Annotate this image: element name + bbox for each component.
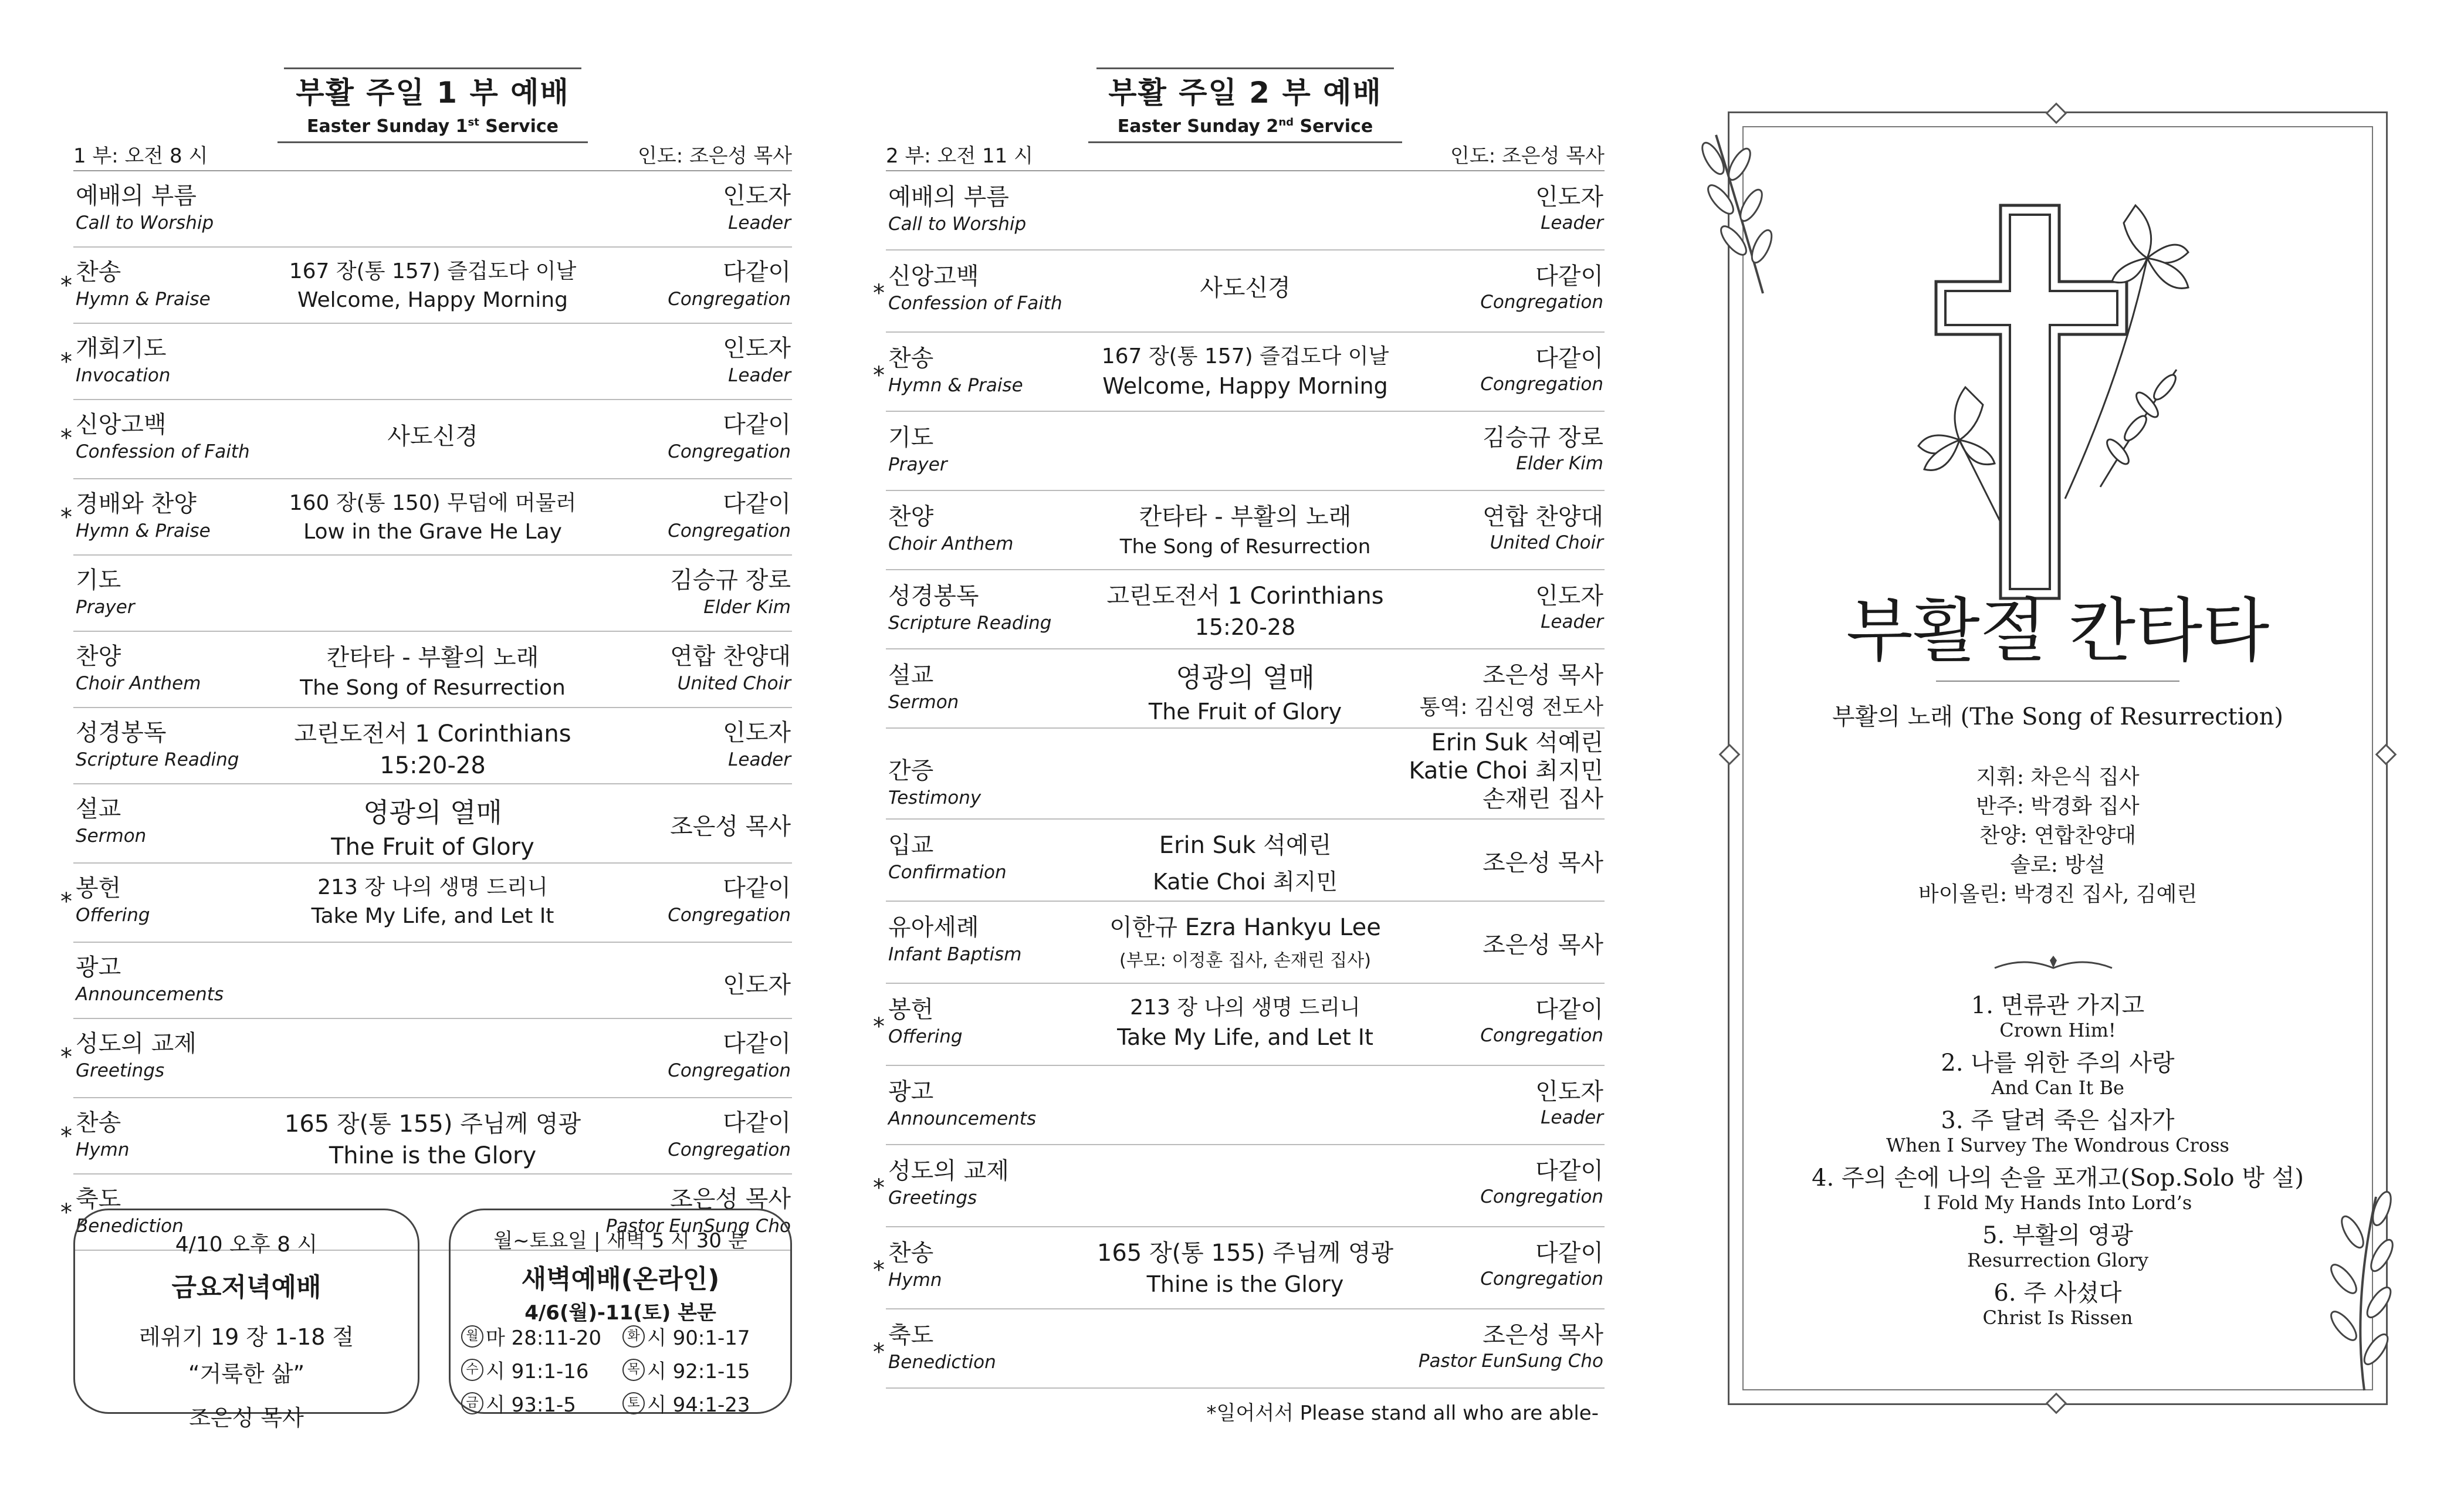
order-item-korean: 찬송: [76, 259, 121, 286]
order-item-row: [73, 632, 792, 708]
order-item-korean: 예배의 부름: [888, 184, 1009, 211]
order-item-english: Choir Anthem: [888, 533, 1014, 554]
friday-service-box: [73, 1209, 419, 1431]
service1-column: [60, 65, 792, 1431]
dawn-readings: [461, 1322, 784, 1417]
order-item-english: Invocation: [76, 365, 171, 386]
credit-line: 반주: 박경화 집사: [1976, 794, 2140, 818]
order-item-leader: 다같이: [723, 259, 791, 286]
song-title-english: Resurrection Glory: [1967, 1249, 2149, 1271]
order-item-detail-line1: 칸타타 - 부활의 노래: [1139, 503, 1352, 530]
dawn-time: 월~토요일 | 새벽 5 시 30 분: [493, 1229, 747, 1253]
order-item-leader-english: United Choir: [677, 673, 791, 694]
order-item-row: [60, 479, 792, 556]
song-title-korean: 1. 면류관 가지고: [1971, 992, 2145, 1019]
song-item: [1728, 1279, 2388, 1328]
reading-item: [461, 1389, 622, 1417]
order-item-english: Prayer: [76, 597, 135, 618]
order-item-korean: 광고: [888, 1078, 934, 1105]
order-item-row: [886, 491, 1605, 570]
order-item-row: [873, 1145, 1605, 1227]
order-item-korean: 신앙고백: [888, 263, 979, 290]
order-item-leader-english: Congregation: [668, 1139, 791, 1160]
order-item-leader-english: Congregation: [668, 905, 791, 926]
order-item-detail-line1: 사도신경: [1200, 275, 1291, 302]
service2-title: 부활 주일 2 부 예배: [1096, 67, 1394, 111]
friday-topic: “거룩한 삶”: [188, 1361, 305, 1387]
song-title-korean: 4. 주의 손에 나의 손을 포개고(Sop.Solo 방 설): [1812, 1165, 2304, 1192]
reading-item: [622, 1322, 784, 1351]
required-stand-marker: *: [873, 280, 885, 307]
order-item-detail-line1: 213 장 나의 생명 드리니: [317, 875, 548, 899]
order-item-row: [60, 864, 792, 943]
order-item-leader-english: Congregation: [668, 441, 791, 462]
order-item-leader: 다같이: [1535, 263, 1603, 290]
reading-text: 시 90:1-17: [647, 1326, 750, 1350]
order-item-row: [886, 902, 1605, 984]
reading-text: 시 93:1-5: [486, 1393, 576, 1417]
order-item-detail: [267, 486, 598, 544]
order-item-english: Hymn & Praise: [76, 520, 211, 541]
order-item-row: [873, 984, 1605, 1066]
diamond-ornament-icon: [2046, 1393, 2067, 1414]
order-item-leader-english: Pastor EunSung Cho: [1418, 1351, 1603, 1372]
order-item-detail-line1: 고린도전서 1 Corinthians: [1106, 583, 1384, 610]
order-item-leader: 다같이: [723, 1030, 791, 1057]
service1-order-list: [60, 170, 792, 1251]
cantata-subtitle: 부활의 노래 (The Song of Resurrection): [1832, 703, 2283, 730]
required-stand-marker: *: [60, 272, 72, 299]
order-item-leader-english: Congregation: [1480, 1025, 1603, 1046]
order-item-korean: 유아세례: [888, 914, 979, 941]
order-item-detail-line1: 칸타타 - 부활의 노래: [326, 644, 539, 671]
order-item-korean: 찬양: [888, 503, 934, 530]
required-stand-marker: *: [60, 888, 72, 915]
order-item-leader-english: Elder Kim: [703, 597, 791, 618]
required-stand-marker: *: [60, 1044, 72, 1071]
dawn-title: 새벽예배(온라인): [521, 1264, 720, 1294]
required-stand-marker: *: [873, 1339, 885, 1366]
order-item-leader-english: Congregation: [668, 289, 791, 310]
order-item-detail-line1: 영광의 열매: [1176, 662, 1315, 693]
reading-text: 마 28:11-20: [486, 1326, 602, 1350]
diamond-ornament-icon: [1719, 744, 1741, 766]
cantata-credits: [1728, 763, 2388, 909]
order-item-korean: 성도의 교제: [888, 1157, 1009, 1184]
order-item-leader: 다같이: [723, 490, 791, 517]
day-badge-icon: 목: [622, 1359, 645, 1381]
order-item-detail-line2: 15:20-28: [1194, 614, 1296, 640]
order-item-english: Offering: [76, 905, 150, 926]
order-item-leader: Katie Choi 최지민: [1409, 757, 1603, 784]
required-stand-marker: *: [60, 1199, 72, 1226]
order-item-detail-line1: 167 장(통 157) 즐겁도다 이날: [1101, 344, 1389, 368]
order-item-korean: 축도: [888, 1322, 934, 1349]
order-item-english: Scripture Reading: [888, 612, 1052, 634]
order-item-row: [886, 729, 1605, 820]
required-stand-marker: *: [60, 425, 72, 452]
dawn-range: 4/6(월)-11(토) 본문: [524, 1301, 716, 1325]
order-item-row: [873, 251, 1605, 333]
order-item-detail-line1: 영광의 열매: [363, 797, 502, 828]
service1-time: 1 부: 오전 8 시: [73, 144, 208, 168]
order-item-detail-line1: 사도신경: [387, 423, 478, 450]
song-item: [1728, 1049, 2388, 1098]
order-item-english: Hymn & Praise: [76, 289, 211, 310]
order-item-leader: 연합 찬양대: [1483, 503, 1603, 530]
order-item-leader: 조은성 목사: [1483, 662, 1603, 689]
order-item-detail: [1079, 340, 1411, 399]
song-title-korean: 5. 부활의 영광: [1982, 1222, 2133, 1249]
order-item-row: [60, 248, 792, 324]
order-item-row: [60, 1019, 792, 1098]
order-item-korean: 축도: [76, 1186, 121, 1213]
order-item-korean: 성도의 교제: [76, 1030, 197, 1057]
order-item-english: Confirmation: [888, 862, 1007, 883]
order-item-korean: 광고: [76, 954, 121, 981]
order-item-row: [886, 570, 1605, 649]
order-item-leader: 다같이: [1535, 996, 1603, 1023]
required-stand-marker: *: [873, 1013, 885, 1040]
order-item-english: Benediction: [888, 1352, 996, 1373]
order-item-row: [886, 820, 1605, 902]
order-item-korean: 예배의 부름: [76, 182, 197, 209]
order-item-leader: 다같이: [723, 875, 791, 902]
order-item-korean: 설교: [888, 662, 934, 689]
service2-leader: 인도: 조은성 목사: [1450, 144, 1605, 168]
order-item-detail: [267, 1105, 598, 1169]
order-item-leader-english: Leader: [1541, 611, 1603, 632]
order-item-row: [873, 1227, 1605, 1309]
order-item-row: [73, 784, 792, 864]
order-item-detail: [267, 639, 598, 700]
order-item-detail-line2: 15:20-28: [380, 752, 486, 779]
order-item-korean: 경배와 찬양: [76, 490, 197, 517]
order-item-korean: 찬송: [76, 1109, 121, 1136]
credit-line: 솔로: 방설: [2010, 853, 2106, 877]
order-item-row: [873, 1309, 1605, 1389]
order-item-english: Scripture Reading: [76, 749, 239, 770]
stand-footnote: *일어서서 Please stand all who are able-: [1206, 1402, 1599, 1425]
order-item-detail: [1079, 827, 1411, 896]
order-item-detail-line2: (부모: 이정훈 집사, 손재린 집사): [1119, 950, 1371, 971]
order-item-leader: 다같이: [723, 1109, 791, 1136]
order-item-leader: 조은성 목사: [670, 1186, 791, 1213]
service2-time: 2 부: 오전 11 시: [886, 144, 1033, 168]
order-item-english: Call to Worship: [76, 212, 214, 233]
order-item-detail: [1079, 577, 1411, 640]
song-title-english: When I Survey The Wondrous Cross: [1886, 1134, 2229, 1156]
order-item-leader-english: Congregation: [1480, 1186, 1603, 1207]
song-title-english: Christ Is Rissen: [1982, 1307, 2133, 1329]
cantata-song-list: [1728, 991, 2388, 1336]
reading-item: [461, 1355, 622, 1384]
title-divider: [1936, 681, 2179, 682]
order-item-detail-line2: Welcome, Happy Morning: [1102, 373, 1388, 399]
order-item-korean: 봉헌: [888, 996, 934, 1023]
order-item-leader: 김승규 장로: [1483, 424, 1603, 451]
order-item-english: Greetings: [888, 1187, 977, 1209]
day-badge-icon: 화: [622, 1325, 645, 1348]
reading-item: [461, 1322, 622, 1351]
order-item-korean: 성경봉독: [888, 583, 979, 610]
order-item-detail: [1079, 991, 1411, 1050]
order-item-detail: [1079, 269, 1411, 306]
order-item-english: Confession of Faith: [76, 441, 250, 462]
order-item-row: [60, 400, 792, 479]
order-item-detail: [267, 871, 598, 928]
order-item-leader-english: 통역: 김신영 전도사: [1419, 695, 1603, 719]
order-item-row: [886, 649, 1605, 729]
order-item-leader: 인도자: [723, 972, 791, 999]
order-item-leader: 다같이: [1535, 345, 1603, 372]
order-item-leader-english: Congregation: [1480, 374, 1603, 395]
order-item-leader: 김승규 장로: [670, 567, 791, 594]
friday-time: 4/10 오후 8 시: [175, 1233, 318, 1257]
reading-text: 시 92:1-15: [647, 1360, 750, 1383]
song-item: [1728, 1106, 2388, 1156]
reading-text: 시 91:1-16: [486, 1360, 589, 1383]
service2-subtitle: Easter Sunday 2nd Service: [1088, 116, 1402, 143]
order-item-leader: 다같이: [723, 411, 791, 438]
order-item-detail-line2: Thine is the Glory: [329, 1142, 537, 1169]
order-item-row: [60, 1098, 792, 1175]
order-item-english: Hymn & Praise: [888, 375, 1023, 396]
order-item-english: Offering: [888, 1026, 963, 1047]
order-item-leader-english: Congregation: [668, 1060, 791, 1081]
order-item-leader: 인도자: [723, 719, 791, 746]
order-item-detail-line1: 167 장(통 157) 즐겁도다 이날: [289, 259, 577, 283]
day-badge-icon: 금: [461, 1392, 483, 1414]
order-item-korean: 간증: [888, 757, 934, 784]
song-title-english: Crown Him!: [1999, 1019, 2116, 1041]
order-item-korean: 개회기도: [76, 335, 167, 362]
order-item-detail-line2: The Fruit of Glory: [1148, 699, 1342, 725]
service2-column: [873, 65, 1605, 1426]
service1-header: [73, 65, 792, 170]
order-item-english: Announcements: [888, 1108, 1037, 1129]
credit-line: 지휘: 차은식 집사: [1976, 765, 2140, 789]
order-item-leader-english: Leader: [728, 749, 791, 770]
order-item-detail-line1: 고린도전서 1 Corinthians: [294, 720, 571, 747]
order-item-row: [886, 412, 1605, 491]
order-item-korean: 찬송: [888, 1240, 934, 1267]
order-item-leader-english: Congregation: [668, 520, 791, 541]
service1-title: 부활 주일 1 부 예배: [284, 67, 581, 111]
order-item-leader: 인도자: [1535, 583, 1603, 610]
order-item-detail: [267, 418, 598, 455]
dawn-service-box: [449, 1209, 792, 1417]
required-stand-marker: *: [873, 1257, 885, 1284]
order-item-row: [73, 943, 792, 1019]
order-item-english: Sermon: [888, 692, 959, 713]
song-item: [1728, 1164, 2388, 1213]
order-item-detail: [1079, 656, 1411, 725]
day-badge-icon: 토: [622, 1392, 645, 1414]
order-item-detail: [1079, 498, 1411, 559]
song-title-korean: 2. 나를 위한 주의 사랑: [1941, 1050, 2175, 1077]
order-item-korean: 봉헌: [76, 875, 121, 902]
order-item-english: Confession of Faith: [888, 293, 1062, 314]
order-item-row: [73, 708, 792, 784]
order-item-korean: 찬송: [888, 345, 934, 372]
order-item-row: [886, 171, 1605, 251]
song-title-english: I Fold My Hands Into Lord’s: [1923, 1192, 2192, 1214]
order-item-korean: 기도: [888, 424, 934, 451]
order-item-leader-english: Congregation: [1480, 292, 1603, 313]
order-item-leader: 인도자: [1535, 184, 1603, 211]
order-item-detail-line2: The Fruit of Glory: [331, 834, 534, 861]
reading-item: [622, 1389, 784, 1417]
order-item-english: Hymn: [888, 1270, 942, 1291]
song-item: [1728, 991, 2388, 1041]
order-item-leader-english: Elder Kim: [1516, 453, 1603, 474]
song-title-english: And Can It Be: [1991, 1077, 2124, 1099]
order-item-leader-english: United Choir: [1490, 532, 1603, 553]
order-item-row: [73, 171, 792, 248]
order-item-korean: 입교: [888, 832, 934, 859]
olive-branch-icon: [1698, 123, 1775, 299]
order-item-leader: 인도자: [1535, 1078, 1603, 1105]
order-item-detail: [267, 791, 598, 861]
order-item-leader: 조은성 목사: [1483, 849, 1603, 876]
order-item-english: Choir Anthem: [76, 673, 201, 694]
cantata-title: 부활절 칸타타: [1846, 590, 2270, 671]
order-item-row: [73, 556, 792, 632]
order-item-detail-line2: The Song of Resurrection: [300, 676, 566, 700]
friday-title: 금요저녁예배: [171, 1272, 321, 1302]
order-item-leader-english: Congregation: [1480, 1268, 1603, 1289]
order-item-english: Infant Baptism: [888, 944, 1022, 965]
order-item-leader-english: Leader: [728, 212, 791, 233]
order-item-leader: 조은성 목사: [1483, 1322, 1603, 1349]
day-badge-icon: 수: [461, 1359, 483, 1381]
order-item-detail-line2: Welcome, Happy Morning: [297, 288, 568, 312]
order-item-detail-line1: 165 장(통 155) 주님께 영광: [284, 1111, 581, 1138]
song-item: [1728, 1221, 2388, 1271]
order-item-leader-english: Pastor EunSung Cho: [605, 1216, 791, 1237]
required-stand-marker: *: [60, 1123, 72, 1150]
order-item-english: Hymn: [76, 1139, 130, 1160]
order-item-detail-line1: 165 장(통 155) 주님께 영광: [1096, 1240, 1394, 1267]
order-item-detail-line2: Thine is the Glory: [1146, 1271, 1344, 1297]
order-item-leader-english: Leader: [1541, 212, 1603, 233]
order-item-row: [60, 324, 792, 400]
order-item-english: Testimony: [888, 787, 981, 808]
order-item-detail-line1: Erin Suk 석예린: [1159, 832, 1332, 859]
required-stand-marker: *: [873, 362, 885, 389]
order-item-detail-line2: Take My Life, and Let It: [311, 904, 554, 928]
order-item-detail: [1079, 1234, 1411, 1297]
service2-header: [886, 65, 1605, 170]
order-item-detail: [267, 715, 598, 779]
required-stand-marker: *: [873, 1175, 885, 1201]
order-item-detail-line1: 이한규 Ezra Hankyu Lee: [1109, 914, 1381, 941]
order-item-korean: 성경봉독: [76, 719, 167, 746]
day-badge-icon: 월: [461, 1325, 483, 1348]
order-item-korean: 신앙고백: [76, 411, 167, 438]
required-stand-marker: *: [60, 348, 72, 375]
order-item-detail-line2: Katie Choi 최지민: [1152, 869, 1338, 895]
order-item-detail-line2: Take My Life, and Let It: [1117, 1024, 1373, 1050]
credit-line: 바이올린: 박경진 집사, 김예린: [1918, 882, 2198, 906]
friday-preacher: 조은성 목사: [189, 1405, 304, 1431]
order-item-detail-line1: 213 장 나의 생명 드리니: [1130, 996, 1360, 1020]
reading-text: 시 94:1-23: [647, 1393, 750, 1417]
order-item-leader: 조은성 목사: [1483, 932, 1603, 959]
order-item-detail-line2: The Song of Resurrection: [1119, 535, 1371, 559]
credit-line: 찬양: 연합찬양대: [1979, 824, 2136, 848]
order-item-leader: 인도자: [723, 182, 791, 209]
order-item-korean: 찬양: [76, 643, 121, 670]
order-item-english: Greetings: [76, 1060, 165, 1081]
order-item-english: Announcements: [76, 984, 224, 1005]
order-item-leader: 다같이: [1535, 1240, 1603, 1267]
diamond-ornament-icon: [2375, 744, 2397, 766]
order-item-leader: Erin Suk 석예린: [1431, 729, 1603, 756]
order-item-leader: 조은성 목사: [670, 813, 791, 840]
order-item-leader: 다같이: [1535, 1157, 1603, 1184]
order-item-english: Prayer: [888, 454, 947, 475]
song-title-korean: 6. 주 사셨다: [1993, 1280, 2122, 1307]
reading-item: [622, 1355, 784, 1384]
diamond-ornament-icon: [2046, 103, 2067, 124]
order-item-english: Sermon: [76, 825, 147, 847]
order-item-leader-english: Leader: [728, 365, 791, 386]
order-item-leader: 손재린 집사: [1483, 786, 1603, 813]
order-item-detail-line2: Low in the Grave He Lay: [303, 520, 562, 544]
required-stand-marker: *: [60, 504, 72, 531]
flourish-divider-icon: [1989, 953, 2118, 977]
order-item-english: Benediction: [76, 1216, 184, 1237]
cross-with-lilies-icon: [1913, 194, 2218, 616]
friday-scripture: 레위기 19 장 1-18 절: [138, 1324, 354, 1350]
song-title-korean: 3. 주 달려 죽은 십자가: [1941, 1107, 2175, 1134]
order-item-korean: 기도: [76, 567, 121, 594]
order-item-detail: [267, 255, 598, 312]
service1-subtitle: Easter Sunday 1st Service: [277, 116, 588, 143]
order-item-leader-english: Leader: [1541, 1107, 1603, 1128]
order-item-row: [873, 333, 1605, 412]
order-item-detail-line1: 160 장(통 150) 무덤에 머물러: [289, 491, 577, 515]
order-item-english: Call to Worship: [888, 214, 1027, 235]
order-item-leader: 연합 찬양대: [670, 643, 791, 670]
service1-leader: 인도: 조은성 목사: [638, 144, 792, 168]
order-item-korean: 설교: [76, 796, 121, 823]
order-item-detail: [1079, 909, 1411, 972]
order-item-row: [886, 1066, 1605, 1145]
service2-order-list: [873, 170, 1605, 1389]
order-item-leader: 인도자: [723, 335, 791, 362]
